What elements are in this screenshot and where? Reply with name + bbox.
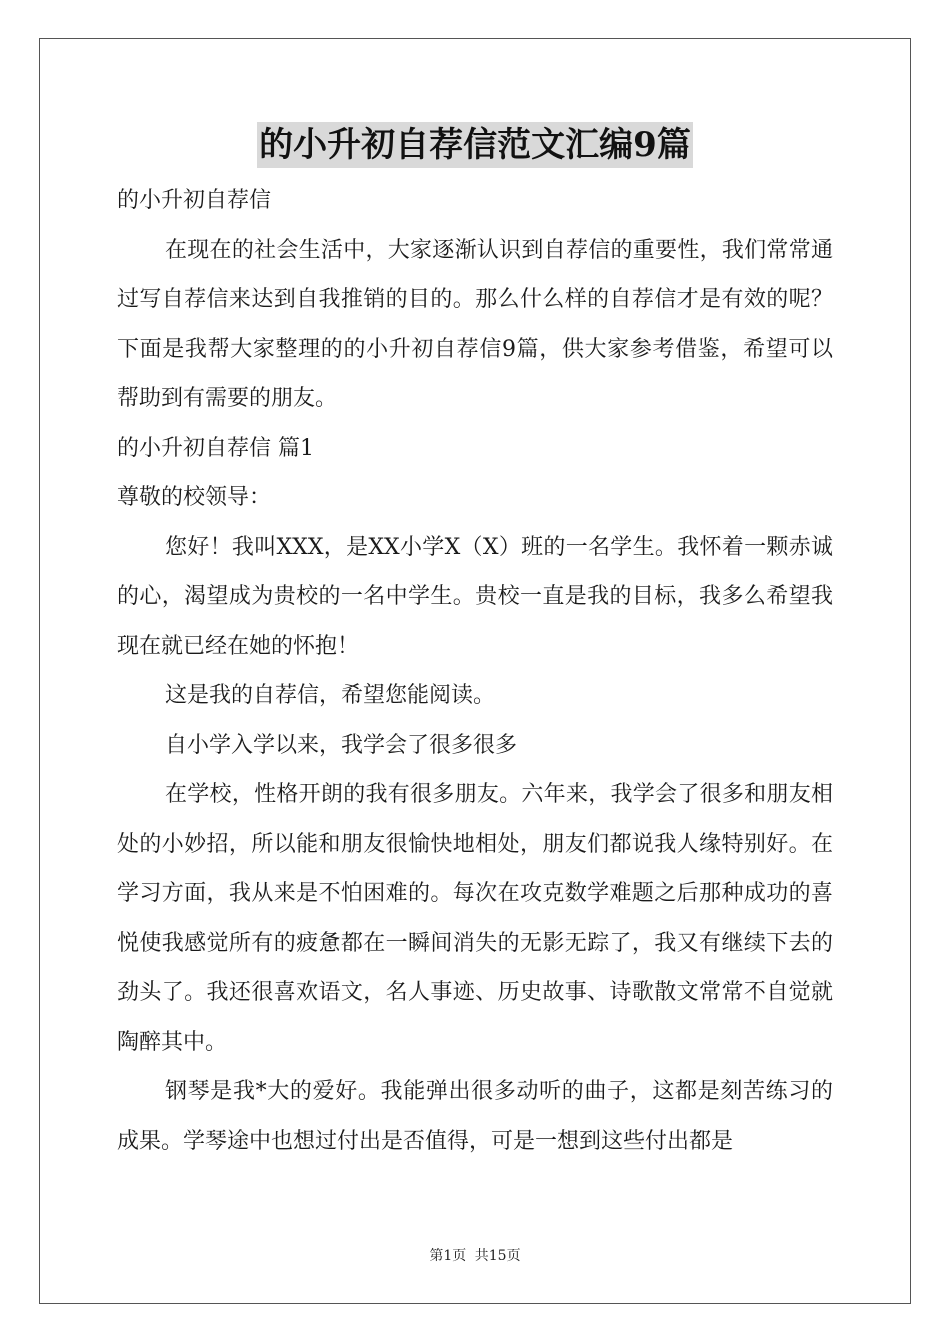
paragraph: 钢琴是我*大的爱好。我能弹出很多动听的曲子，这都是刻苦练习的成果。学琴途中也想过付出是否值得，可是一想到这些付出都是 [117, 1079, 833, 1154]
document-body [117, 176, 833, 1166]
paragraph: 的小升初自荐信 [117, 188, 272, 213]
paragraph: 您好！我叫XXX，是XX小学X（X）班的一名学生。我怀着一颗赤诚的心，渴望成为贵校的一名中学生。贵校一直是我的目标，我多么希望我现在就已经在她的怀抱！ [117, 534, 833, 659]
paragraph: 这是我的自荐信，希望您能阅读。 [165, 683, 496, 708]
page-footer [0, 1245, 950, 1265]
paragraph: 在现在的社会生活中，大家逐渐认识到自荐信的重要性，我们常常通过写自荐信来达到自我推销的目的。那么什么样的自荐信才是有效的呢？下面是我帮大家整理的的小升初自荐信9篇，供大家参考借鉴，希望可以帮助到有需要的朋友。 [117, 237, 833, 411]
title-container [0, 122, 950, 168]
paragraph: 在学校，性格开朗的我有很多朋友。六年来，我学会了很多和朋友相处的小妙招，所以能和朋友很愉快地相处，朋友们都说我人缘特别好。在学习方面，我从来是不怕困难的。每次在攻克数学难题之后那种成功的喜悦使我感觉所有的疲惫都在一瞬间消失的无影无踪了，我又有继续下去的劲头了。我还很喜欢语文，名人事迹、历史故事、诗歌散文常常不自觉就陶醉其中。 [117, 782, 833, 1055]
document-title: 的小升初自荐信范文汇编9篇 [257, 122, 693, 168]
salutation: 尊敬的校领导： [117, 485, 272, 510]
section-heading: 的小升初自荐信 篇1 [117, 435, 314, 461]
page-total: 共15页 [474, 1248, 521, 1264]
paragraph: 自小学入学以来，我学会了很多很多 [165, 732, 518, 758]
page-number: 第1页 [429, 1248, 467, 1264]
